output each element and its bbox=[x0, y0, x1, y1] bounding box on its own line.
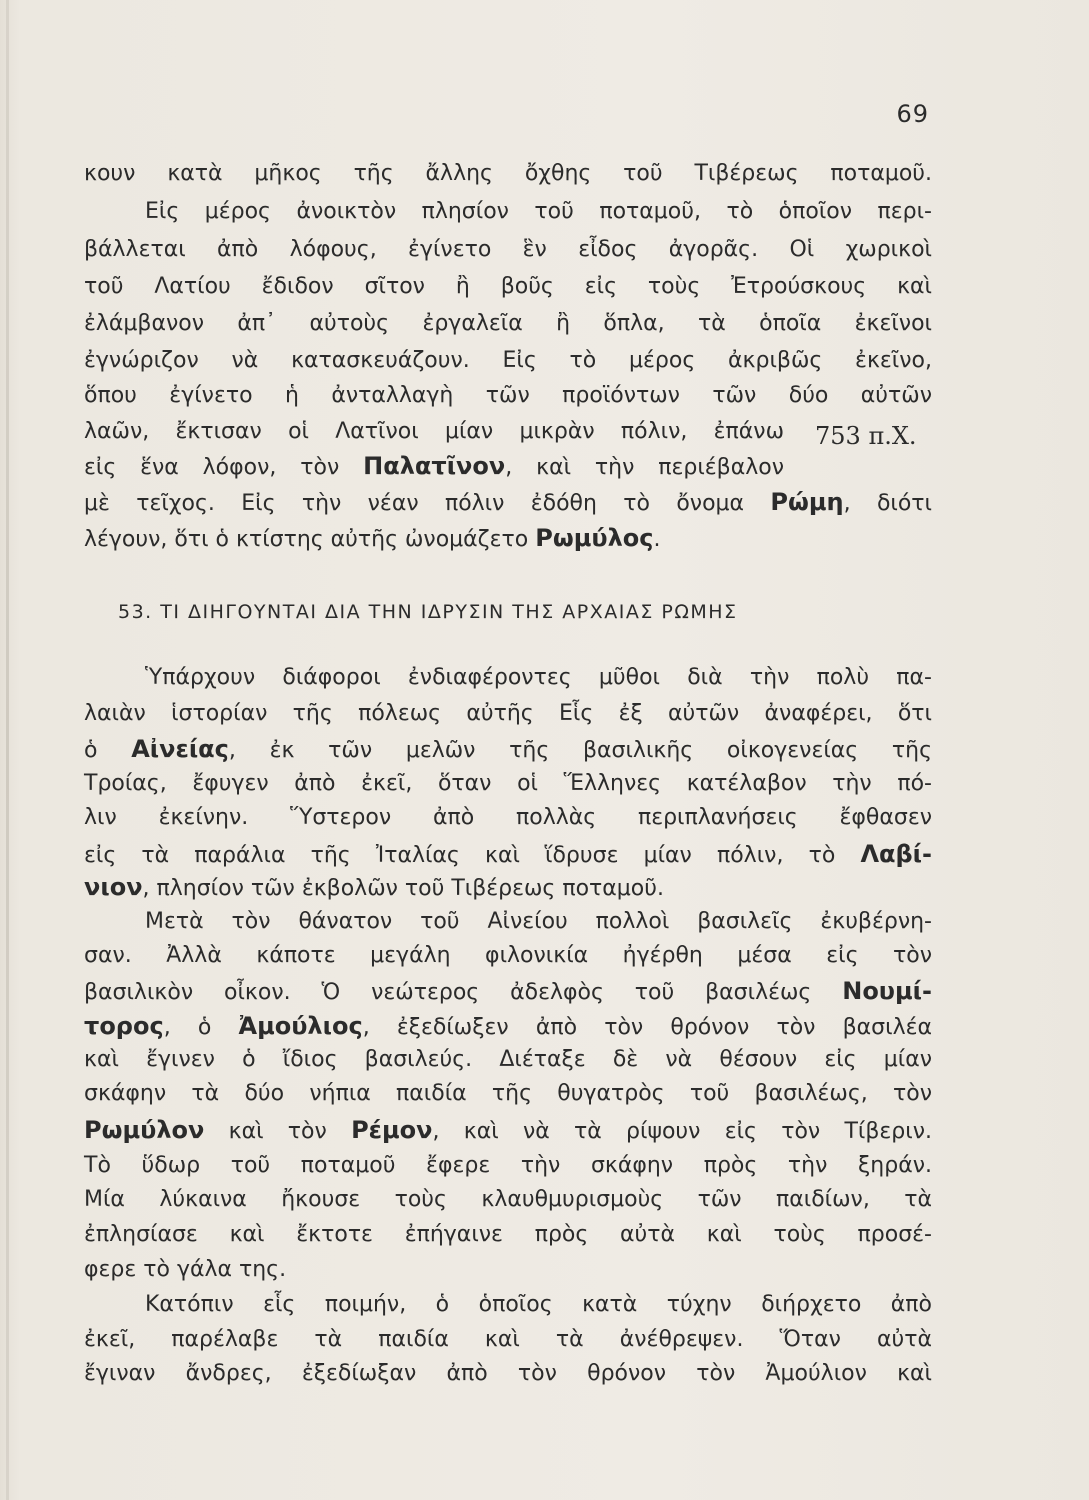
text-line: Ὑπάρχουν διάφοροι ἐνδιαφέροντες μῦθοι διὰ τὴν πολὺ πα- bbox=[145, 665, 932, 690]
text-line: ἐκεῖ, παρέλαβε τὰ παιδία καὶ τὰ ἀνέθρεψεν. Ὅταν αὐτὰ bbox=[84, 1327, 932, 1352]
text-line: μὲ τεῖχος. Εἰς τὴν νέαν πόλιν ἐδόθη τὸ ὄνομα Ρώμη, διότι bbox=[84, 488, 932, 516]
text-line: Μία λύκαινα ἤκουσε τοὺς κλαυθμυρισμοὺς τῶν παιδίων, τὰ bbox=[84, 1187, 932, 1212]
text-line: Κατόπιν εἷς ποιμήν, ὁ ὁποῖος κατὰ τύχην διήρχετο ἀπὸ bbox=[145, 1292, 932, 1317]
text-line: ἐλάμβανον ἀπ᾽ αὐτοὺς ἐργαλεῖα ἢ ὅπλα, τὰ ὁποῖα ἐκεῖνοι bbox=[84, 311, 932, 336]
text-line: Ρωμύλον καὶ τὸν Ρέμον, καὶ νὰ τὰ ρίψουν εἰς τὸν Τίβεριν. bbox=[84, 1116, 932, 1144]
text-line: λιν ἐκείνην. Ὕστερον ἀπὸ πολλὰς περιπλανήσεις ἔφθασεν bbox=[84, 805, 932, 830]
place-name: Παλατῖνον bbox=[363, 452, 506, 480]
text-line: ἐπλησίασε καὶ ἔκτοτε ἐπήγαινε πρὸς αὐτὰ καὶ τοὺς προσέ- bbox=[84, 1222, 932, 1247]
place-name: νιον bbox=[84, 873, 143, 901]
text-line: Τὸ ὕδωρ τοῦ ποταμοῦ ἔφερε τὴν σκάφην πρὸς τὴν ξηράν. bbox=[84, 1153, 932, 1178]
text-line: Τροίας, ἔφυγεν ἀπὸ ἐκεῖ, ὅταν οἱ Ἕλληνες κατέλαβον τὴν πό- bbox=[84, 771, 932, 796]
text-line: βασιλικὸν οἶκον. Ὁ νεώτερος ἀδελφὸς τοῦ βασιλέως Νουμί- bbox=[84, 977, 932, 1005]
text-line: λέγουν, ὅτι ὁ κτίστης αὐτῆς ὠνομάζετο Ρωμύλος. bbox=[84, 524, 661, 552]
text-line: κουν κατὰ μῆκος τῆς ἄλλης ὄχθης τοῦ Τιβέρεως ποταμοῦ. bbox=[84, 161, 932, 186]
person-name: Νουμί- bbox=[842, 977, 932, 1005]
text-line: καὶ ἔγινεν ὁ ἴδιος βασιλεύς. Διέταξε δὲ νὰ θέσουν εἰς μίαν bbox=[84, 1047, 932, 1072]
place-name: Ρώμη bbox=[770, 488, 844, 516]
text-line: τορος, ὁ Ἀμούλιος, ἐξεδίωξεν ἀπὸ τὸν θρόνον τὸν βασιλέα bbox=[84, 1012, 932, 1040]
place-name: Λαβί- bbox=[860, 840, 932, 868]
text-line: σαν. Ἀλλὰ κάποτε μεγάλη φιλονικία ἠγέρθη μέσα εἰς τὸν bbox=[84, 943, 932, 968]
text-line: σκάφην τὰ δύο νήπια παιδία τῆς θυγατρὸς τοῦ βασιλέως, τὸν bbox=[84, 1081, 932, 1106]
person-name: τορος bbox=[84, 1012, 164, 1040]
binding-edge bbox=[6, 0, 9, 1500]
page-number: 69 bbox=[896, 100, 929, 128]
text-line: νιον, πλησίον τῶν ἐκβολῶν τοῦ Τιβέρεως ποταμοῦ. bbox=[84, 873, 664, 901]
text-line: λαιὰν ἱστορίαν τῆς πόλεως αὐτῆς Εἷς ἐξ αὐτῶν ἀναφέρει, ὅτι bbox=[84, 701, 932, 726]
person-name: Ρέμον bbox=[351, 1116, 433, 1144]
margin-date-note: 753 π.Χ. bbox=[815, 422, 917, 450]
person-name: Ἀμούλιος bbox=[238, 1012, 363, 1040]
text-line: φερε τὸ γάλα της. bbox=[84, 1257, 287, 1282]
text-line: τοῦ Λατίου ἔδιδον σῖτον ἢ βοῦς εἰς τοὺς Ἐτρούσκους καὶ bbox=[84, 274, 932, 299]
text-line: ἐγνώριζον νὰ κατασκευάζουν. Εἰς τὸ μέρος ἀκριβῶς ἐκεῖνο, bbox=[84, 348, 932, 373]
section-heading: 53. ΤΙ ΔΙΗΓΟΥΝΤΑΙ ΔΙΑ ΤΗΝ ΙΔΡΥΣΙΝ ΤΗΣ ΑΡΧΑΙΑΣ ΡΩΜΗΣ bbox=[118, 601, 738, 623]
person-name: Ρωμύλον bbox=[84, 1116, 205, 1144]
text-line: λαῶν, ἔκτισαν οἱ Λατῖνοι μίαν μικρὰν πόλιν, ἐπάνω bbox=[84, 419, 784, 444]
text-line: εἰς ἕνα λόφον, τὸν Παλατῖνον, καὶ τὴν περιέβαλον bbox=[84, 452, 784, 480]
text-line: ἔγιναν ἄνδρες, ἐξεδίωξαν ἀπὸ τὸν θρόνον τὸν Ἀμούλιον καὶ bbox=[84, 1361, 932, 1386]
text-line: ὅπου ἐγίνετο ἡ ἀνταλλαγὴ τῶν προϊόντων τῶν δύο αὐτῶν bbox=[84, 383, 932, 408]
person-name: Ρωμύλος bbox=[535, 524, 654, 552]
text-line: Μετὰ τὸν θάνατον τοῦ Αἰνείου πολλοὶ βασιλεῖς ἐκυβέρνη- bbox=[145, 909, 932, 934]
text-line: βάλλεται ἀπὸ λόφους, ἐγίνετο ἓν εἶδος ἀγορᾶς. Οἱ χωρικοὶ bbox=[84, 237, 932, 262]
text-line: εἰς τὰ παράλια τῆς Ἰταλίας καὶ ἵδρυσε μίαν πόλιν, τὸ Λαβί- bbox=[84, 840, 932, 868]
text-line: Εἰς μέρος ἀνοικτὸν πλησίον τοῦ ποταμοῦ, τὸ ὁποῖον περι- bbox=[145, 199, 932, 224]
text-line: ὁ Αἰνείας, ἐκ τῶν μελῶν τῆς βασιλικῆς οἰκογενείας τῆς bbox=[84, 735, 933, 763]
person-name: Αἰνείας bbox=[131, 735, 229, 763]
